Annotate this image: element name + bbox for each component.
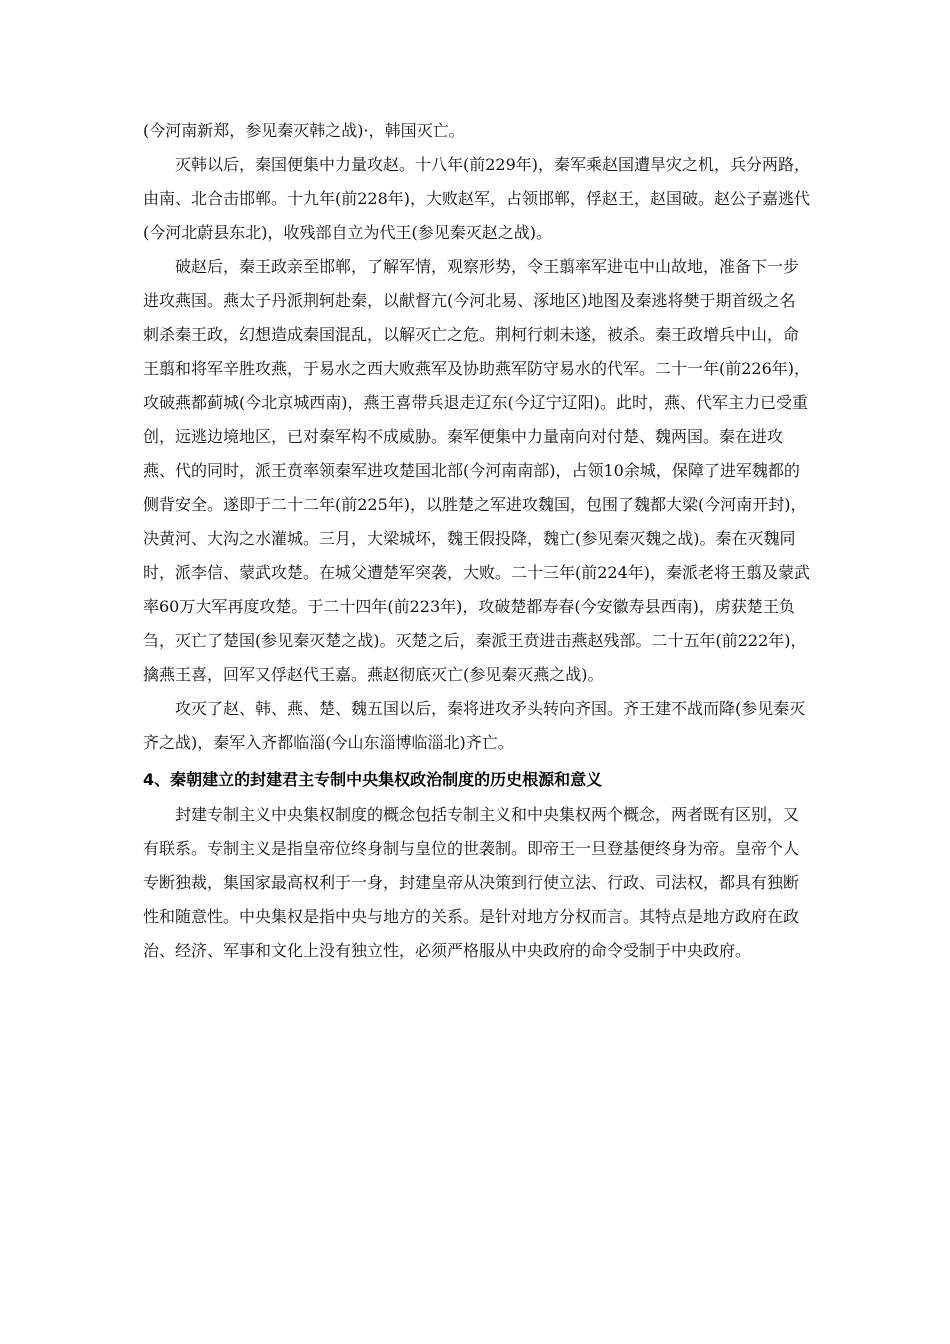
document-body xyxy=(143,114,811,968)
paragraph-qi-conquest: 攻灭了赵、韩、燕、楚、魏五国以后，秦将进攻矛头转向齐国。齐王建不战而降(参见秦灭齐之战)，秦军入齐都临淄(今山东淄博临淄北)齐亡。 xyxy=(143,699,806,752)
paragraph-yan-wei-chu-conquest: 破赵后，秦王政亲至邯郸，了解军情，观察形势，令王翦率军进屯中山故地，准备下一步进攻燕国。燕太子丹派荆轲赴秦，以献督亢(今河北易、涿地区)地图及秦逃将樊于期首级之名刺杀秦王政，幻想造成秦国混乱，以解灭亡之危。荆柯行刺未遂，被杀。秦王政增兵中山，命王翦和将军辛胜攻燕，于易水之西大败燕军及协助燕军防守易水的代军。二十一年(前226年)，攻破燕都蓟城(今北京城西南)，燕王喜带兵退走辽东(今辽宁辽阳)。此时，燕、代军主力已受重创，远逃边境地区，已对秦军构不成威胁。秦军便集中力量南向对付楚、魏两国。秦在进攻燕、代的同时，派王贲率领秦军进攻楚国北部(今河南南部)，占领10余城，保障了进军魏都的侧背安全。遂即于二十二年(前225年)，以胜楚之军进攻魏国，包围了魏都大梁(今河南开封)，决黄河、大沟之水灌城。三月，大梁城坏，魏王假投降，魏亡(参见秦灭魏之战)。秦在灭魏同时，派李信、蒙武攻楚。在城父遭楚军突袭，大败。二十三年(前224年)，秦派老将王翦及蒙武率60万大军再度攻楚。于二十四年(前223年)，攻破楚都寿春(今安徽寿县西南)，虏获楚王负刍，灭亡了楚国(参见秦灭楚之战)。灭楚之后，秦派王贲进击燕赵残部。二十五年(前222年)，擒燕王喜，回军又俘赵代王嘉。燕赵彻底灭亡(参见秦灭燕之战)。 xyxy=(143,257,811,684)
paragraph-han-conquest-end: (今河南新郑，参见秦灭韩之战)·，韩国灭亡。 xyxy=(143,121,465,140)
section-heading: 4、秦朝建立的封建君主专制中央集权政治制度的历史根源和意义 xyxy=(143,770,603,789)
paragraph-centralized-autocracy: 封建专制主义中央集权制度的概念包括专制主义和中央集权两个概念，两者既有区别，又有联系。专制主义是指皇帝位终身制与皇位的世袭制。即帝王一旦登基便终身为帝。皇帝个人专断独裁，集国家最高权利于一身，封建皇帝从决策到行使立法、行政、司法权，都具有独断性和随意性。中央集权是指中央与地方的关系。是针对地方分权而言。其特点是地方政府在政治、经济、军事和文化上没有独立性，必须严格服从中央政府的命令受制于中央政府。 xyxy=(143,805,800,960)
paragraph-zhao-conquest: 灭韩以后，秦国便集中力量攻赵。十八年(前229年)，秦军乘赵国遭旱灾之机，兵分两路，由南、北合击邯郸。十九年(前228年)，大败赵军，占领邯郸，俘赵王，赵国破。赵公子嘉逃代(今河北蔚县东北)，收残部自立为代王(参见秦灭赵之战)。 xyxy=(143,155,811,242)
